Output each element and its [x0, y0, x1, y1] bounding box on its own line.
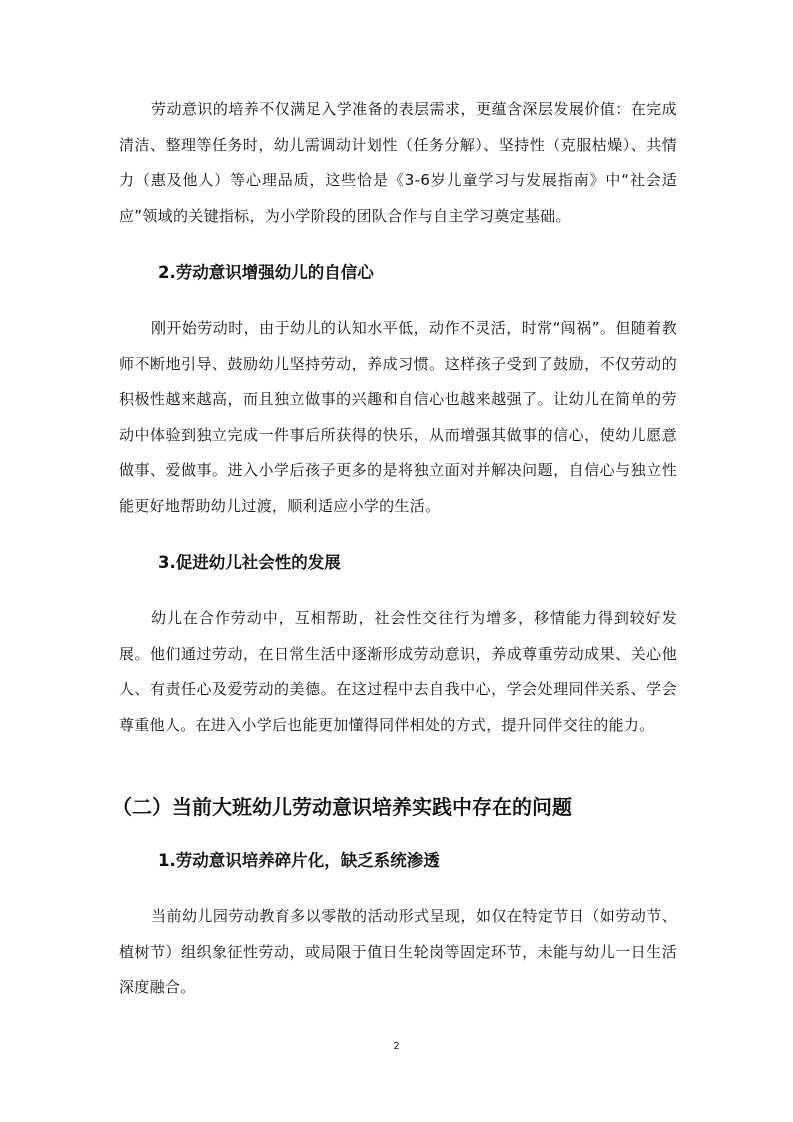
paragraph-labor-awareness-value: 劳动意识的培养不仅满足入学准备的表层需求，更蕴含深层发展价值：在完成清洁、整理等任务时，幼儿需调动计划性（任务分解）、坚持性（克服枯燥）、共情力（惠及他人）等心理品质，这些恰是《3-6岁儿童学习与发展指南》中“社会适应”领域的关键指标，为小学阶段的团队合作与自主学习奠定基础。 [119, 100, 677, 225]
paragraph-fragmented-cultivation: 当前幼儿园劳动教育多以零散的活动形式呈现，如仅在特定节日（如劳动节、植树节）组织象征性劳动，或局限于值日生轮岗等固定环节，未能与幼儿一日生活深度融合。 [119, 907, 677, 996]
heading-self-confidence: 2.劳动意识增强幼儿的自信心 [158, 263, 374, 282]
page-number: 2 [393, 1041, 400, 1052]
paragraph-social-development: 幼儿在合作劳动中，互相帮助，社会性交往行为增多，移情能力得到较好发展。他们通过劳动，在日常生活中逐渐形成劳动意识，养成尊重劳动成果、关心他人、有责任心及爱劳动的美德。在这过程中去自我中心，学会处理同伴关系、学会尊重他人。在进入小学后也能更加懂得同伴相处的方式，提升同伴交往的能力。 [119, 609, 677, 734]
heading-fragmented-cultivation: 1.劳动意识培养碎片化，缺乏系统渗透 [158, 851, 440, 870]
section-heading-current-problems: （二）当前大班幼儿劳动意识培养实践中存在的问题 [112, 795, 572, 819]
paragraph-self-confidence: 刚开始劳动时，由于幼儿的认知水平低，动作不灵活，时常“闯祸”。但随着教师不断地引导、鼓励幼儿坚持劳动，养成习惯。这样孩子受到了鼓励，不仅劳动的积极性越来越高，而且独立做事的兴趣和自信心也越来越强了。让幼儿在简单的劳动中体验到独立完成一件事后所获得的快乐，从而增强其做事的信心，使幼儿愿意做事、爱做事。进入小学后孩子更多的是将独立面对并解决问题，自信心与独立性能更好地帮助幼儿过渡，顺利适应小学的生活。 [119, 319, 677, 515]
heading-social-development: 3.促进幼儿社会性的发展 [158, 553, 341, 572]
document-body [112, 92, 677, 1006]
